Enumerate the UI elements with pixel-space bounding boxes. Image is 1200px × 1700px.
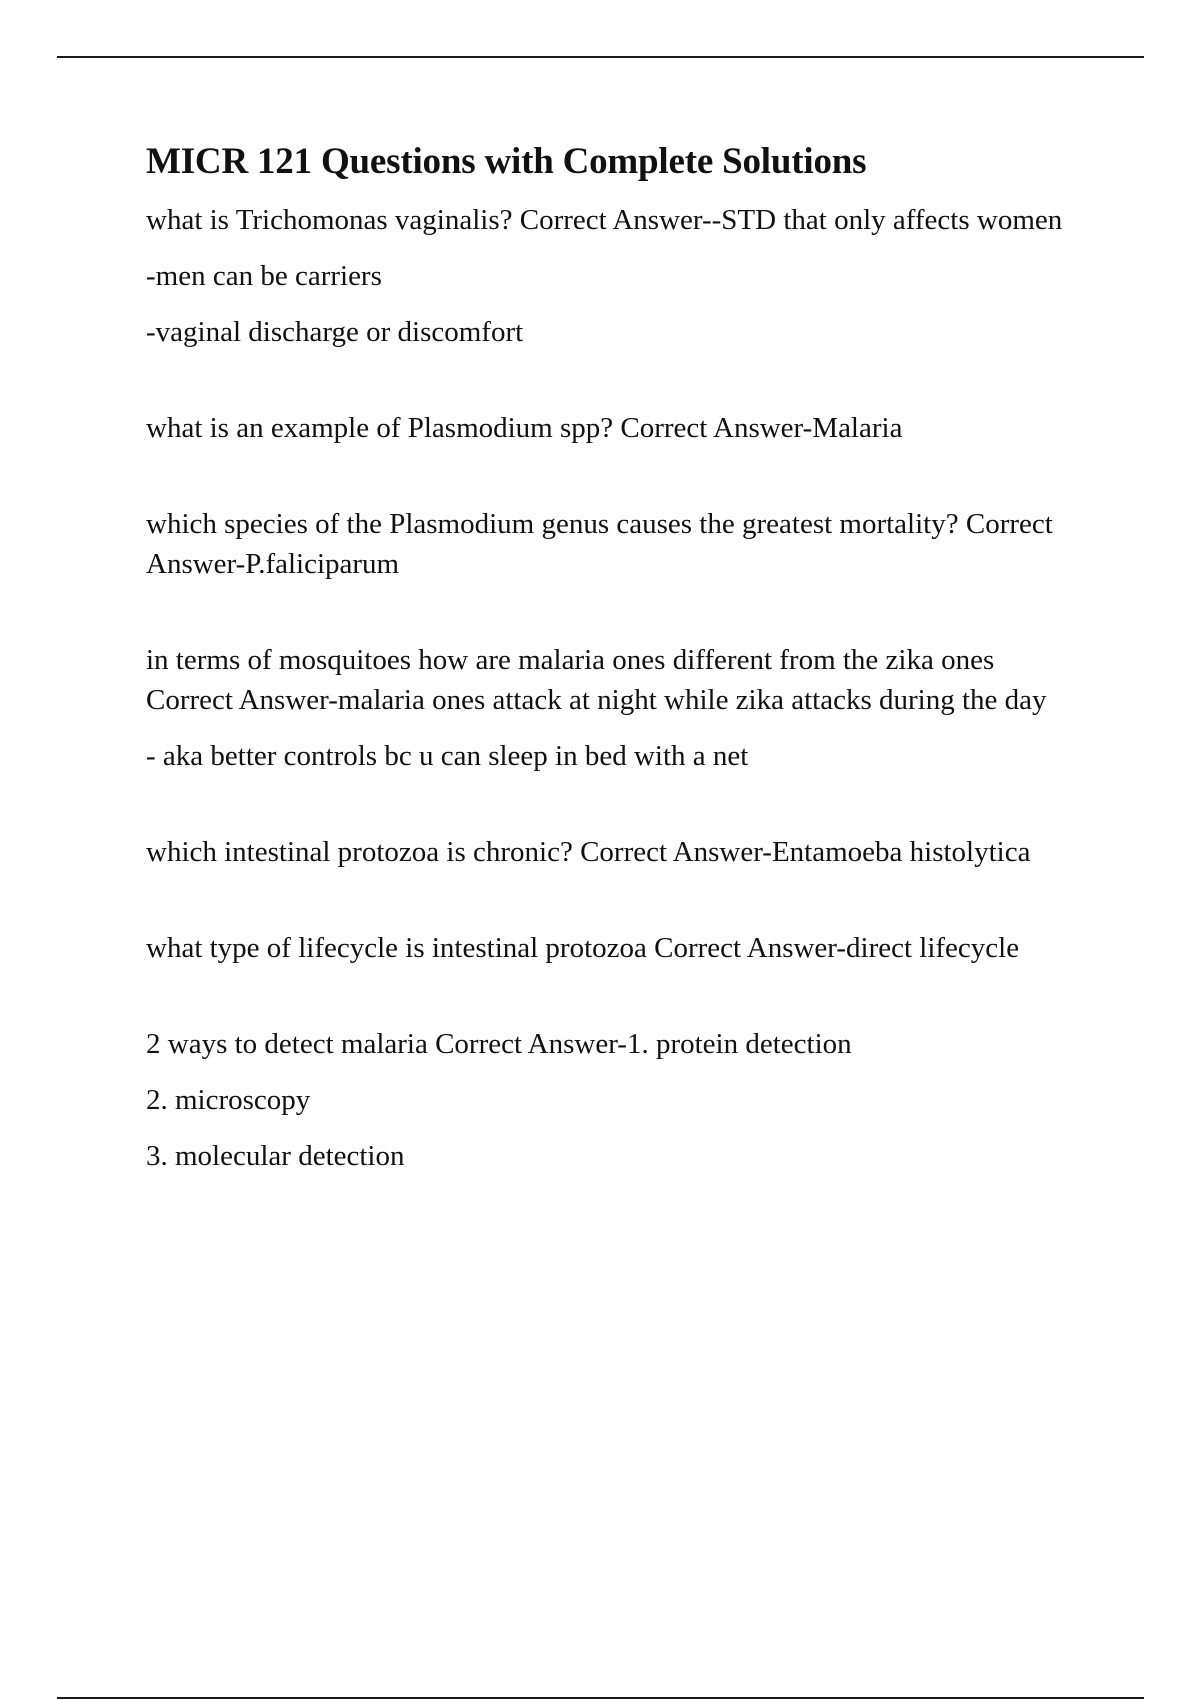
spacer (146, 464, 1086, 504)
qa-line: 2. microscopy (146, 1084, 311, 1117)
document-body (146, 140, 1086, 1192)
qa-item-6 (146, 928, 1086, 968)
qa-item-3 (146, 504, 1086, 584)
qa-line: 3. molecular detection (146, 1140, 405, 1173)
spacer (146, 600, 1086, 640)
qa-item-4 (146, 640, 1086, 776)
qa-line: in terms of mosquitoes how are malaria ones different from the zika ones Correct Answer-malaria ones attack at night while zika attacks during the day (146, 644, 1047, 717)
spacer (146, 368, 1086, 408)
qa-line: what type of lifecycle is intestinal protozoa Correct Answer-direct lifecycle (146, 932, 1020, 965)
qa-item-1 (146, 200, 1086, 352)
qa-line: which intestinal protozoa is chronic? Correct Answer-Entamoeba histolytica (146, 836, 1031, 869)
qa-line: -men can be carriers (146, 260, 382, 293)
top-rule (57, 56, 1144, 58)
qa-line: 2 ways to detect malaria Correct Answer-1. protein detection (146, 1028, 852, 1061)
qa-line: -vaginal discharge or discomfort (146, 316, 524, 349)
qa-line: what is an example of Plasmodium spp? Correct Answer-Malaria (146, 412, 903, 445)
qa-line: - aka better controls bc u can sleep in bed with a net (146, 740, 749, 773)
spacer (146, 792, 1086, 832)
spacer (146, 984, 1086, 1024)
qa-item-7 (146, 1024, 1086, 1176)
qa-item-2 (146, 408, 1086, 448)
qa-line: which species of the Plasmodium genus causes the greatest mortality? Correct Answer-P.faliciparum (146, 508, 1053, 581)
page-title: MICR 121 Questions with Complete Solutions (146, 141, 867, 182)
qa-line: what is Trichomonas vaginalis? Correct Answer--STD that only affects women (146, 204, 1063, 237)
bottom-rule (57, 1697, 1144, 1699)
qa-item-5 (146, 832, 1086, 872)
spacer (146, 888, 1086, 928)
